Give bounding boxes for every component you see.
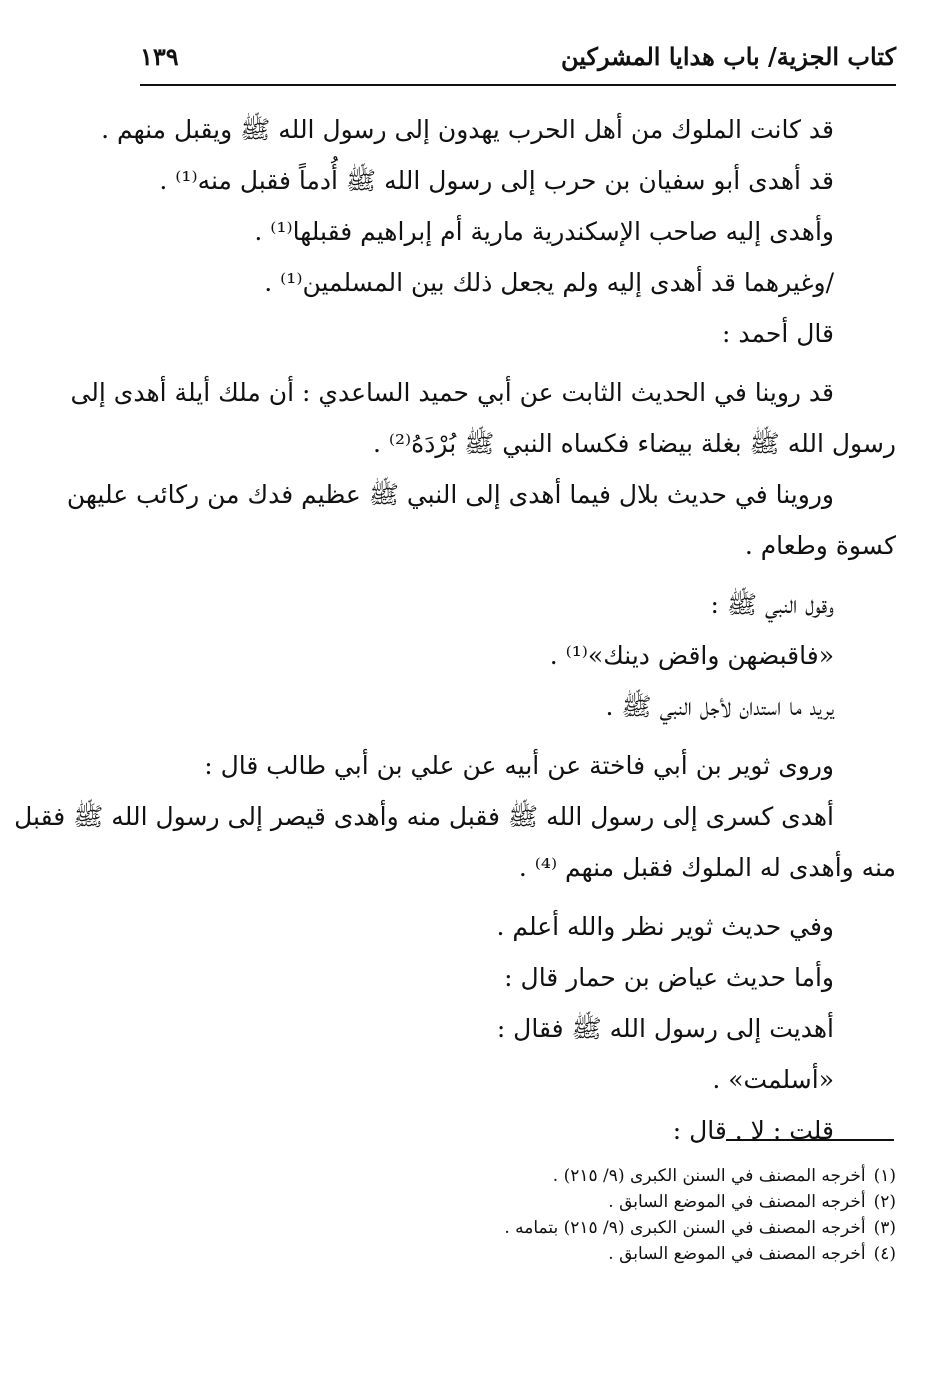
body-line: وفي حديث ثوير نظر والله أعلم .: [496, 912, 834, 941]
body-line: كسوة وطعام .: [744, 531, 896, 560]
footnote-text: أخرجه المصنف في الموضع السابق .: [608, 1244, 866, 1264]
footnote: [136, 1241, 896, 1267]
page-header: [140, 40, 896, 80]
footnote-text: أخرجه المصنف في السنن الكبرى (٩/ ٢١٥) .: [552, 1166, 866, 1186]
body-line: أهديت إلى رسول الله ﷺ فقال :: [496, 1014, 834, 1043]
footnote-text: أخرجه المصنف في السنن الكبرى (٩/ ٢١٥) بتمامه .: [504, 1218, 866, 1238]
body-line: قد أهدى أبو سفيان بن حرب إلى رسول الله ﷺ أُدماً فقبل منه⁽¹⁾ .: [159, 166, 834, 195]
body-line: /وغيرهما قد أهدى إليه ولم يجعل ذلك بين المسلمين⁽¹⁾ .: [264, 268, 834, 297]
body-line: وروينا في حديث بلال فيما أهدى إلى النبي ﷺ عظيم فدك من ركائب عليهن: [66, 480, 834, 509]
body-line: قد روينا في الحديث الثابت عن أبي حميد الساعدي : أن ملك أيلة أهدى إلى: [70, 378, 834, 407]
body-line: منه وأهدى له الملوك فقبل منهم ⁽⁴⁾ .: [518, 853, 896, 882]
running-title: كتاب الجزية/ باب هدايا المشركين: [561, 42, 896, 71]
page-number: ١٣٩: [140, 42, 179, 71]
footnote: [136, 1163, 896, 1189]
footnote: [136, 1189, 896, 1215]
footnote-number: (٢): [873, 1192, 896, 1212]
body-line: قد كانت الملوك من أهل الحرب يهدون إلى رسول الله ﷺ ويقبل منهم .: [101, 115, 834, 144]
footnote-number: (٣): [873, 1218, 896, 1238]
body-line: يريد ما استدان لأجل النبي ﷺ .: [605, 692, 834, 721]
header-divider: [140, 84, 896, 86]
body-line: وقول النبي ﷺ :: [710, 590, 834, 619]
body-line: وأهدى إليه صاحب الإسكندرية مارية أم إبراهيم فقبلها⁽¹⁾ .: [254, 217, 834, 246]
body-line: «أسلمت» .: [712, 1065, 834, 1094]
body-line: وأما حديث عياض بن حمار قال :: [504, 963, 834, 992]
footnote-number: (٤): [873, 1244, 896, 1264]
footnote-text: أخرجه المصنف في الموضع السابق .: [608, 1192, 866, 1212]
body-line: وروى ثوير بن أبي فاختة عن أبيه عن علي بن أبي طالب قال :: [204, 751, 834, 780]
body-line: «فاقبضهن واقض دينك»⁽¹⁾ .: [549, 641, 834, 670]
body-line: أهدى كسرى إلى رسول الله ﷺ فقبل منه وأهدى قيصر إلى رسول الله ﷺ فقبل: [14, 802, 834, 831]
footnote-number: (١): [873, 1166, 896, 1186]
body-text: [14, 104, 896, 1156]
body-line: رسول الله ﷺ بغلة بيضاء فكساه النبي ﷺ بُرْدَهُ⁽²⁾ .: [372, 429, 896, 458]
body-line: قلت : لا . قال :: [672, 1116, 834, 1145]
footnote-divider: [726, 1139, 894, 1141]
footnotes: [136, 1163, 896, 1267]
body-line: قال أحمد :: [721, 319, 834, 348]
footnote: [136, 1215, 896, 1241]
